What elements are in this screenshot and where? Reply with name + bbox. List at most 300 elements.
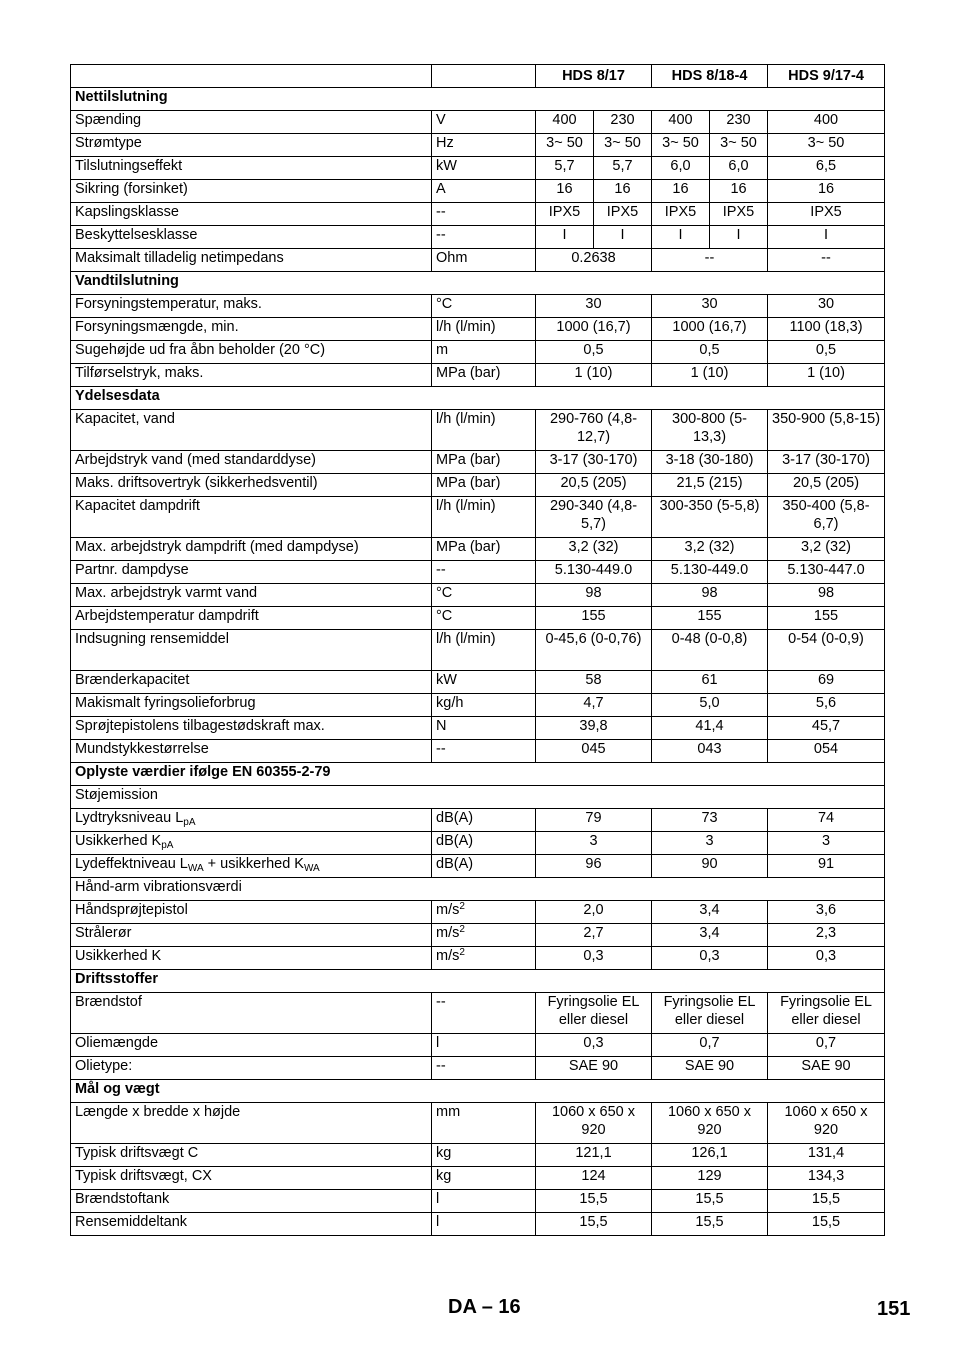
value-cell: 126,1 xyxy=(652,1144,768,1167)
table-row xyxy=(71,694,885,717)
row-unit: N xyxy=(432,717,536,740)
section-title: Oplyste værdier ifølge EN 60355-2-79 xyxy=(71,763,885,786)
row-label xyxy=(71,993,432,1034)
table-row xyxy=(71,607,885,630)
value-cell: IPX5 xyxy=(652,203,710,226)
value-cell: 30 xyxy=(652,295,768,318)
value-cell: SAE 90 xyxy=(652,1057,768,1080)
row-label xyxy=(71,538,432,561)
unit-exponent: 2 xyxy=(459,947,465,958)
value-cell: 3,2 (32) xyxy=(768,538,885,561)
section-title: Ydelsesdata xyxy=(71,387,885,410)
section-net-connection xyxy=(71,88,885,272)
value-cell: 15,5 xyxy=(536,1213,652,1236)
value-cell: 5.130-447.0 xyxy=(768,561,885,584)
value-cell: 400 xyxy=(652,111,710,134)
row-unit: -- xyxy=(432,993,536,1034)
model-header-row xyxy=(71,65,885,88)
row-label-text: Mundstykkestørrelse xyxy=(75,741,209,757)
unit-text: m/s xyxy=(436,925,460,941)
row-unit: MPa (bar) xyxy=(432,451,536,474)
table-row xyxy=(71,1213,885,1236)
value-cell: 3,2 (32) xyxy=(652,538,768,561)
value-cell: 300-800 (5-13,3) xyxy=(652,410,768,451)
value-cell: 1000 (16,7) xyxy=(652,318,768,341)
model-hds-8-18-4: HDS 8/18-4 xyxy=(652,65,768,88)
model-hds-8-17: HDS 8/17 xyxy=(536,65,652,88)
value-cell: 0.2638 xyxy=(536,249,652,272)
value-cell: 054 xyxy=(768,740,885,763)
value-cell: 1100 (18,3) xyxy=(768,318,885,341)
table-row xyxy=(71,1057,885,1080)
row-label xyxy=(71,318,432,341)
value-cell: I xyxy=(710,226,768,249)
row-unit: -- xyxy=(432,740,536,763)
header-blank-cell xyxy=(432,65,536,88)
row-label xyxy=(71,1213,432,1236)
row-label-text: Indsugning rensemiddel xyxy=(75,631,229,647)
value-cell: 3 xyxy=(652,832,768,855)
row-unit: Hz xyxy=(432,134,536,157)
row-label xyxy=(71,607,432,630)
row-unit: l xyxy=(432,1190,536,1213)
label-subscript: WA xyxy=(303,863,320,874)
value-cell: 0,7 xyxy=(652,1034,768,1057)
value-cell: 1060 x 650 x 920 xyxy=(536,1103,652,1144)
row-label xyxy=(71,295,432,318)
row-label-text: Arbejdstryk vand (med standarddyse) xyxy=(75,452,316,468)
section-title-row xyxy=(71,272,885,295)
table-row xyxy=(71,364,885,387)
subsection-title-row xyxy=(71,878,885,901)
row-unit: l xyxy=(432,1034,536,1057)
table-row xyxy=(71,1167,885,1190)
row-label-text: Max. arbejdstryk varmt vand xyxy=(75,585,258,601)
value-cell: 1 (10) xyxy=(768,364,885,387)
header-blank-cell xyxy=(71,65,432,88)
table-row xyxy=(71,134,885,157)
value-cell: 21,5 (215) xyxy=(652,474,768,497)
row-unit xyxy=(432,924,536,947)
value-cell: 350-400 (5,8-6,7) xyxy=(768,497,885,538)
value-cell: I xyxy=(768,226,885,249)
value-cell: 3~ 50 xyxy=(536,134,594,157)
table-row xyxy=(71,717,885,740)
value-cell: 155 xyxy=(536,607,652,630)
row-label: Håndsprøjtepistol xyxy=(71,901,432,924)
value-cell: 1000 (16,7) xyxy=(536,318,652,341)
unit-exponent: 2 xyxy=(459,901,465,912)
row-unit: Ohm xyxy=(432,249,536,272)
value-cell: 0,5 xyxy=(536,341,652,364)
value-cell: 290-340 (4,8-5,7) xyxy=(536,497,652,538)
row-label xyxy=(71,809,432,832)
value-cell: 134,3 xyxy=(768,1167,885,1190)
value-cell: SAE 90 xyxy=(536,1057,652,1080)
table-row xyxy=(71,1103,885,1144)
row-label xyxy=(71,1057,432,1080)
table-row xyxy=(71,584,885,607)
model-hds-9-17-4: HDS 9/17-4 xyxy=(768,65,885,88)
row-unit: -- xyxy=(432,226,536,249)
value-cell: 0,5 xyxy=(768,341,885,364)
row-unit: m xyxy=(432,341,536,364)
row-label-text: Oliemængde xyxy=(75,1035,159,1051)
value-cell: IPX5 xyxy=(710,203,768,226)
row-label xyxy=(71,1190,432,1213)
page-number: 151 xyxy=(877,1298,911,1320)
value-cell: Fyringsolie EL eller diesel xyxy=(768,993,885,1034)
value-cell: 0,7 xyxy=(768,1034,885,1057)
value-cell: 0,3 xyxy=(652,947,768,970)
value-cell: 3~ 50 xyxy=(768,134,885,157)
value-cell: 20,5 (205) xyxy=(536,474,652,497)
value-cell: 15,5 xyxy=(652,1190,768,1213)
row-label-text: Strømtype xyxy=(75,135,142,151)
value-cell: 2,7 xyxy=(536,924,652,947)
section-emission-values xyxy=(71,763,885,970)
table-row xyxy=(71,947,885,970)
value-cell: 30 xyxy=(536,295,652,318)
row-label-text: Arbejdstemperatur dampdrift xyxy=(75,608,259,624)
row-label-text: Tilslutningseffekt xyxy=(75,158,183,174)
table-row xyxy=(71,538,885,561)
value-cell: 5,7 xyxy=(536,157,594,180)
row-label xyxy=(71,497,432,538)
section-title-row xyxy=(71,970,885,993)
value-cell: 400 xyxy=(536,111,594,134)
row-label-text: Lydeffektniveau L xyxy=(75,856,188,872)
row-unit: l/h (l/min) xyxy=(432,497,536,538)
row-unit: kg xyxy=(432,1167,536,1190)
row-label xyxy=(71,226,432,249)
row-unit: -- xyxy=(432,203,536,226)
value-cell: 230 xyxy=(594,111,652,134)
subsection-title: Hånd-arm vibrationsværdi xyxy=(71,878,885,901)
row-label-text: + usikkerhed K xyxy=(203,856,304,872)
section-title: Mål og vægt xyxy=(71,1080,885,1103)
value-cell: 3~ 50 xyxy=(652,134,710,157)
row-label-text: Makismalt fyringsolieforbrug xyxy=(75,695,256,711)
value-cell: 79 xyxy=(536,809,652,832)
row-label xyxy=(71,671,432,694)
value-cell: 61 xyxy=(652,671,768,694)
row-unit xyxy=(432,947,536,970)
subsection-title-row xyxy=(71,786,885,809)
value-cell: 0,3 xyxy=(536,947,652,970)
label-subscript: WA xyxy=(187,863,204,874)
row-unit: kW xyxy=(432,671,536,694)
row-label-text: Maksimalt tilladelig netimpedans xyxy=(75,250,284,266)
table-row xyxy=(71,497,885,538)
table-row xyxy=(71,341,885,364)
row-label-text: Forsyningstemperatur, maks. xyxy=(75,296,262,312)
row-unit: -- xyxy=(432,561,536,584)
section-title: Driftsstoffer xyxy=(71,970,885,993)
row-unit: dB(A) xyxy=(432,855,536,878)
table-row xyxy=(71,993,885,1034)
table-row xyxy=(71,671,885,694)
value-cell: 5.130-449.0 xyxy=(652,561,768,584)
value-cell: IPX5 xyxy=(536,203,594,226)
table-row xyxy=(71,1034,885,1057)
row-unit: l xyxy=(432,1213,536,1236)
row-unit: -- xyxy=(432,1057,536,1080)
value-cell: 3,2 (32) xyxy=(536,538,652,561)
value-cell: 3~ 50 xyxy=(594,134,652,157)
row-label-text: Spænding xyxy=(75,112,142,128)
row-unit xyxy=(432,901,536,924)
value-cell: 0-48 (0-0,8) xyxy=(652,630,768,671)
row-unit: dB(A) xyxy=(432,809,536,832)
row-label xyxy=(71,180,432,203)
section-water-connection xyxy=(71,272,885,387)
value-cell: 16 xyxy=(768,180,885,203)
value-cell: 230 xyxy=(710,111,768,134)
value-cell: 3~ 50 xyxy=(710,134,768,157)
row-label xyxy=(71,1167,432,1190)
row-label-text: Partnr. dampdyse xyxy=(75,562,189,578)
row-label xyxy=(71,134,432,157)
value-cell: 3-17 (30-170) xyxy=(768,451,885,474)
value-cell: 045 xyxy=(536,740,652,763)
table-row xyxy=(71,855,885,878)
row-unit: l/h (l/min) xyxy=(432,630,536,671)
subsection-title: Støjemission xyxy=(71,786,885,809)
section-title-row xyxy=(71,763,885,786)
value-cell: 2,0 xyxy=(536,901,652,924)
row-label xyxy=(71,1103,432,1144)
value-cell: 1060 x 650 x 920 xyxy=(768,1103,885,1144)
value-cell: 129 xyxy=(652,1167,768,1190)
row-unit: mm xyxy=(432,1103,536,1144)
value-cell: I xyxy=(594,226,652,249)
row-label-text: Kapslingsklasse xyxy=(75,204,179,220)
section-title: Nettilslutning xyxy=(71,88,885,111)
value-cell: 3 xyxy=(536,832,652,855)
value-cell: 16 xyxy=(652,180,710,203)
value-cell: 74 xyxy=(768,809,885,832)
value-cell: 121,1 xyxy=(536,1144,652,1167)
section-title-row xyxy=(71,1080,885,1103)
value-cell: 15,5 xyxy=(536,1190,652,1213)
row-unit: MPa (bar) xyxy=(432,364,536,387)
row-label-text: Olietype: xyxy=(75,1058,133,1074)
row-unit: A xyxy=(432,180,536,203)
row-label xyxy=(71,249,432,272)
page-language-code: DA – 16 xyxy=(448,1296,521,1318)
value-cell: 3-17 (30-170) xyxy=(536,451,652,474)
row-unit: °C xyxy=(432,584,536,607)
row-label-text: Brænderkapacitet xyxy=(75,672,190,688)
row-label xyxy=(71,157,432,180)
value-cell: 91 xyxy=(768,855,885,878)
table-row xyxy=(71,561,885,584)
section-operating-materials xyxy=(71,970,885,1080)
row-unit: V xyxy=(432,111,536,134)
value-cell: 6,0 xyxy=(652,157,710,180)
value-cell: 98 xyxy=(536,584,652,607)
value-cell: IPX5 xyxy=(768,203,885,226)
row-label-text: Sprøjtepistolens tilbagestødskraft max. xyxy=(75,718,325,734)
value-cell: 0,3 xyxy=(536,1034,652,1057)
value-cell: 3 xyxy=(768,832,885,855)
value-cell: 16 xyxy=(710,180,768,203)
table-row xyxy=(71,451,885,474)
value-cell: 90 xyxy=(652,855,768,878)
row-label xyxy=(71,630,432,671)
row-label-text: Kapacitet dampdrift xyxy=(75,498,200,514)
value-cell: 30 xyxy=(768,295,885,318)
row-unit: l/h (l/min) xyxy=(432,318,536,341)
value-cell: 043 xyxy=(652,740,768,763)
row-label-text: Brændstof xyxy=(75,994,142,1010)
value-cell: 39,8 xyxy=(536,717,652,740)
value-cell: 20,5 (205) xyxy=(768,474,885,497)
row-label-text: Sugehøjde ud fra åbn beholder (20 °C) xyxy=(75,342,326,358)
row-unit: l/h (l/min) xyxy=(432,410,536,451)
value-cell: 0-54 (0-0,9) xyxy=(768,630,885,671)
row-label-text: Typisk driftsvægt, CX xyxy=(75,1168,212,1184)
value-cell: 1060 x 650 x 920 xyxy=(652,1103,768,1144)
unit-text: m/s xyxy=(436,902,460,918)
value-cell: 6,0 xyxy=(710,157,768,180)
table-row xyxy=(71,1190,885,1213)
row-label xyxy=(71,111,432,134)
row-unit: kW xyxy=(432,157,536,180)
row-unit: °C xyxy=(432,607,536,630)
value-cell: 96 xyxy=(536,855,652,878)
row-label-text: Brændstoftank xyxy=(75,1191,170,1207)
unit-text: m/s xyxy=(436,948,460,964)
value-cell: 15,5 xyxy=(768,1213,885,1236)
table-row xyxy=(71,474,885,497)
table-row xyxy=(71,111,885,134)
row-unit: MPa (bar) xyxy=(432,538,536,561)
value-cell: 124 xyxy=(536,1167,652,1190)
value-cell: 0-45,6 (0-0,76) xyxy=(536,630,652,671)
value-cell: 5,7 xyxy=(594,157,652,180)
table-row xyxy=(71,901,885,924)
row-label xyxy=(71,740,432,763)
value-cell: 155 xyxy=(652,607,768,630)
value-cell: 350-900 (5,8-15) xyxy=(768,410,885,451)
section-title-row xyxy=(71,88,885,111)
row-label xyxy=(71,694,432,717)
value-cell: 5,6 xyxy=(768,694,885,717)
value-cell: 5,0 xyxy=(652,694,768,717)
row-unit: dB(A) xyxy=(432,832,536,855)
table-row xyxy=(71,630,885,671)
row-label xyxy=(71,451,432,474)
row-label xyxy=(71,1144,432,1167)
table-row xyxy=(71,295,885,318)
row-label xyxy=(71,584,432,607)
value-cell: 0,5 xyxy=(652,341,768,364)
row-unit: kg/h xyxy=(432,694,536,717)
value-cell: 3,4 xyxy=(652,924,768,947)
table-row xyxy=(71,226,885,249)
row-label xyxy=(71,341,432,364)
table-row xyxy=(71,249,885,272)
value-cell: 58 xyxy=(536,671,652,694)
row-unit: kg xyxy=(432,1144,536,1167)
value-cell: IPX5 xyxy=(594,203,652,226)
section-title: Vandtilslutning xyxy=(71,272,885,295)
value-cell: 16 xyxy=(536,180,594,203)
value-cell: 16 xyxy=(594,180,652,203)
value-cell: 3-18 (30-180) xyxy=(652,451,768,474)
value-cell: Fyringsolie EL eller diesel xyxy=(652,993,768,1034)
technical-data-table xyxy=(70,64,885,1236)
value-cell: I xyxy=(536,226,594,249)
row-label-text: Usikkerhed K xyxy=(75,833,162,849)
value-cell: 98 xyxy=(652,584,768,607)
table-row xyxy=(71,1144,885,1167)
row-label xyxy=(71,717,432,740)
row-label xyxy=(71,474,432,497)
row-label-text: Længde x bredde x højde xyxy=(75,1104,241,1120)
value-cell: 15,5 xyxy=(652,1213,768,1236)
row-label-text: Beskyttelsesklasse xyxy=(75,227,198,243)
table-row xyxy=(71,180,885,203)
value-cell: 155 xyxy=(768,607,885,630)
value-cell: 0,3 xyxy=(768,947,885,970)
row-label-text: Kapacitet, vand xyxy=(75,411,175,427)
table-row xyxy=(71,924,885,947)
value-cell: 1 (10) xyxy=(652,364,768,387)
value-cell: SAE 90 xyxy=(768,1057,885,1080)
section-title-row xyxy=(71,387,885,410)
table-row xyxy=(71,157,885,180)
table-row xyxy=(71,203,885,226)
row-label-text: Max. arbejdstryk dampdrift (med dampdyse) xyxy=(75,539,359,555)
value-cell: 3,6 xyxy=(768,901,885,924)
value-cell: 98 xyxy=(768,584,885,607)
row-label-text: Tilførselstryk, maks. xyxy=(75,365,204,381)
row-label-text: Rensemiddeltank xyxy=(75,1214,188,1230)
table-row xyxy=(71,740,885,763)
value-cell: I xyxy=(652,226,710,249)
table-row xyxy=(71,318,885,341)
label-subscript: pA xyxy=(183,817,196,828)
row-label xyxy=(71,1034,432,1057)
row-label xyxy=(71,561,432,584)
row-unit: MPa (bar) xyxy=(432,474,536,497)
value-cell: 6,5 xyxy=(768,157,885,180)
value-cell: 290-760 (4,8-12,7) xyxy=(536,410,652,451)
table-row xyxy=(71,809,885,832)
value-cell: 41,4 xyxy=(652,717,768,740)
section-dimensions-weight xyxy=(71,1080,885,1236)
row-label: Strålerør xyxy=(71,924,432,947)
value-cell: 15,5 xyxy=(768,1190,885,1213)
value-cell: 1 (10) xyxy=(536,364,652,387)
value-cell: 73 xyxy=(652,809,768,832)
value-cell: Fyringsolie EL eller diesel xyxy=(536,993,652,1034)
row-label: Usikkerhed K xyxy=(71,947,432,970)
value-cell: 2,3 xyxy=(768,924,885,947)
row-label-text: Lydtryksniveau L xyxy=(75,810,184,826)
row-label-text: Maks. driftsovertryk (sikkerhedsventil) xyxy=(75,475,318,491)
row-label xyxy=(71,410,432,451)
label-subscript: pA xyxy=(161,840,174,851)
row-label xyxy=(71,364,432,387)
value-cell: 3,4 xyxy=(652,901,768,924)
value-cell: 4,7 xyxy=(536,694,652,717)
value-cell: 5.130-449.0 xyxy=(536,561,652,584)
value-cell: 400 xyxy=(768,111,885,134)
